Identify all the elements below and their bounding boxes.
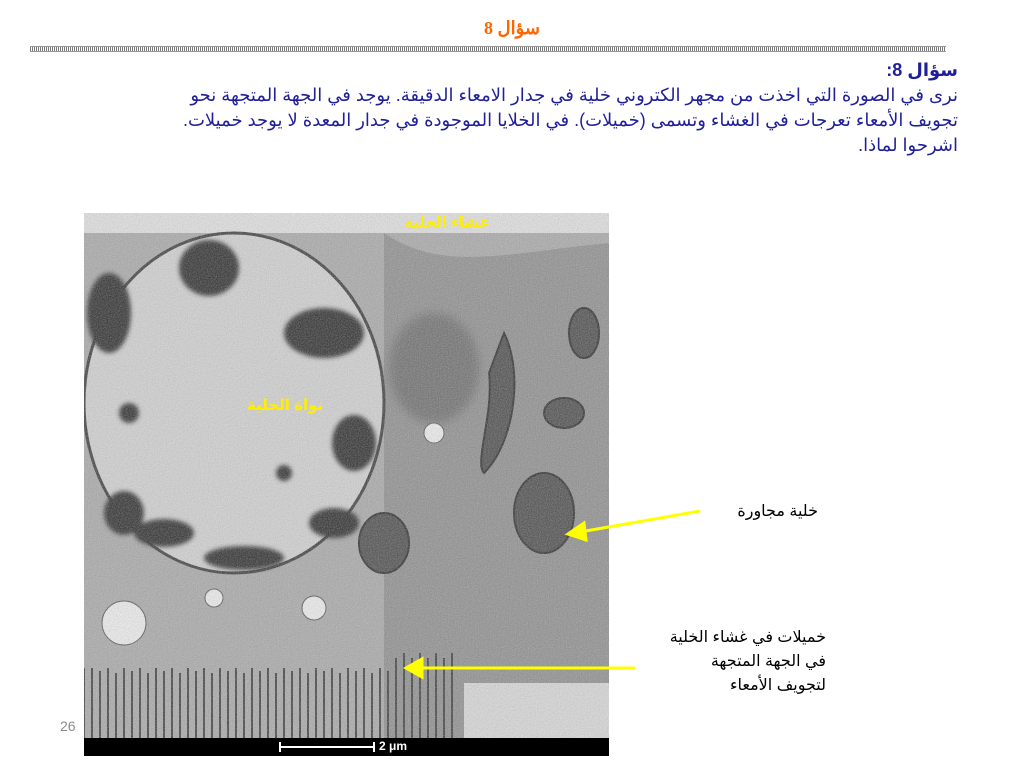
microvilli-annotation-line: خميلات في غشاء الخلية [669,629,826,646]
question-line: اشرحوا لماذا. [858,135,958,155]
arrow-head-icon [568,523,586,540]
nucleus-label: نواة الخلية [247,397,324,414]
neighbor-cell-arrow [580,511,700,532]
scale-label: 2 μm [379,739,408,753]
question-line: نرى في الصورة التي اخذت من مجهر الكتروني خلية في جدار الامعاء الدقيقة. يوجد في الجهة المتجهة نحو [190,85,958,105]
question-line: تجويف الأمعاء تعرجات في الغشاء وتسمى (خميلات). في الخلايا الموجودة في جدار المعدة لا يوجد خميلات. [182,110,958,130]
question-label: سؤال 8: [886,60,958,80]
microvilli-annotation-line: لتجويف الأمعاء [729,677,826,694]
arrow-head-icon [406,659,422,677]
page-number: 26 [60,718,76,734]
slide-title: سؤال 8 [484,18,540,38]
cell-membrane-label: غشاء الخلية [404,214,490,231]
microvilli-annotation [670,626,826,698]
microvilli-annotation-line: في الجهة المتجهة [710,653,826,670]
neighbor-cell-annotation: خلية مجاورة [737,503,818,520]
